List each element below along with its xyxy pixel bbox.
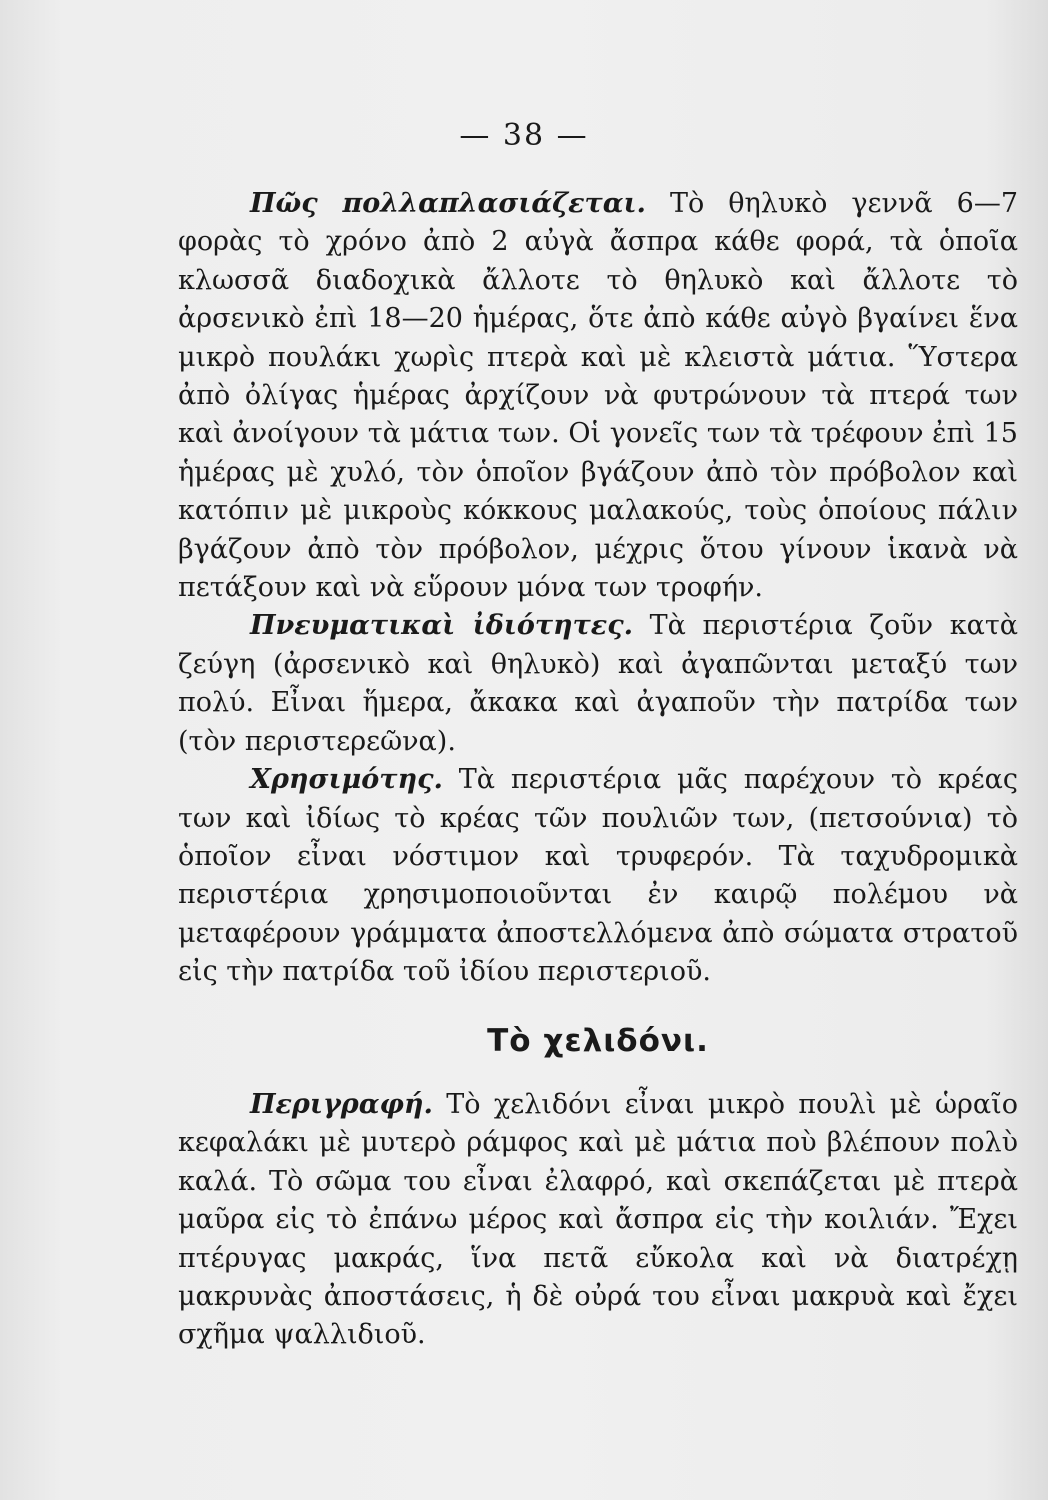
- page-number: — 38 —: [459, 118, 589, 153]
- paragraph-reproduction: [178, 185, 1018, 607]
- paragraph-heading: Πῶς πολλαπλασιάζεται.: [250, 188, 646, 219]
- paragraph-text: Τὰ περιστέρια ζοῦν κατὰ ζεύγη (ἀρσενικὸ καὶ θηλυκὸ) καὶ ἀγαπῶνται μεταξύ των πολύ. Εἶναι ἥμερα, ἄκακα καὶ ἀγαποῦν τὴν πατρίδα των (τὸν περιστερεῶνα).: [178, 610, 1018, 757]
- paragraph-description: [178, 1086, 1018, 1355]
- paragraph-text: Τὸ θηλυκὸ γεννᾶ 6—7 φορὰς τὸ χρόνο ἀπὸ 2 αὐγὰ ἄσπρα κάθε φορά, τὰ ὁποῖα κλωσσᾶ διαδοχικὰ ἄλλοτε τὸ θηλυκὸ καὶ ἄλλοτε τὸ ἀρσενικὸ ἐπὶ 18—20 ἡμέρας, ὅτε ἀπὸ κάθε αὐγὸ βγαίνει ἕνα μικρὸ πουλάκι χωρὶς πτερὰ καὶ μὲ κλειστὰ μάτια. Ὕστερα ἀπὸ ὀλίγας ἡμέρας ἀρχίζουν νὰ φυτρώνουν τὰ πτερά των καὶ ἀνοίγουν τὰ μάτια των. Οἱ γονεῖς των τὰ τρέφουν ἐπὶ 15 ἡμέρας μὲ χυλό, τὸν ὁποῖον βγάζουν ἀπὸ τὸν πρόβολον καὶ κατόπιν μὲ μικροὺς κόκκους μαλακούς, τοὺς ὁποίους πάλιν βγάζουν ἀπὸ τὸν πρόβολον, μέχρις ὅτου γίνουν ἱκανὰ νὰ πετάξουν καὶ νὰ εὕρουν μόνα των τροφήν.: [178, 188, 1018, 604]
- paragraph-heading: Πνευματικαὶ ἰδιότητες.: [250, 610, 634, 642]
- paragraph-heading: Χρησιμότης.: [250, 764, 443, 796]
- body-text: [178, 185, 1018, 1355]
- paragraph-usefulness: [178, 761, 1018, 991]
- paragraph-text: Τὰ περιστέρια μᾶς παρέχουν τὸ κρέας των καὶ ἰδίως τὸ κρέας τῶν πουλιῶν των, (πετσούνια) τὸ ὁποῖον εἶναι νόστιμον καὶ τρυφερόν. Τὰ ταχυδρομικὰ περιστέρια χρησιμοποιοῦνται ἐν καιρῷ πολέμου νὰ μεταφέρουν γράμματα ἀποστελλόμενα ἀπὸ σώματα στρατοῦ εἰς τὴν πατρίδα τοῦ ἰδίου περιστεριοῦ.: [178, 764, 1018, 988]
- section-title: Τὸ χελιδόνι.: [487, 1022, 709, 1059]
- paragraph-mental-traits: [178, 607, 1018, 761]
- paragraph-heading: Περιγραφή.: [250, 1088, 433, 1120]
- paragraph-text: Τὸ χελιδόνι εἶναι μικρὸ πουλὶ μὲ ὡραῖο κεφαλάκι μὲ μυτερὸ ράμφος καὶ μὲ μάτια ποὺ βλέπουν πολὺ καλά. Τὸ σῶμα του εἶναι ἐλαφρό, καὶ σκεπάζεται μὲ πτερὰ μαῦρα εἰς τὸ ἐπάνω μέρος καὶ ἄσπρα εἰς τὴν κοιλιάν. Ἔχει πτέρυγας μακράς, ἵνα πετᾶ εὔκολα καὶ νὰ διατρέχῃ μακρυνὰς ἀποστάσεις, ἡ δὲ οὐρά του εἶναι μακρυὰ καὶ ἔχει σχῆμα ψαλλιδιοῦ.: [178, 1088, 1018, 1351]
